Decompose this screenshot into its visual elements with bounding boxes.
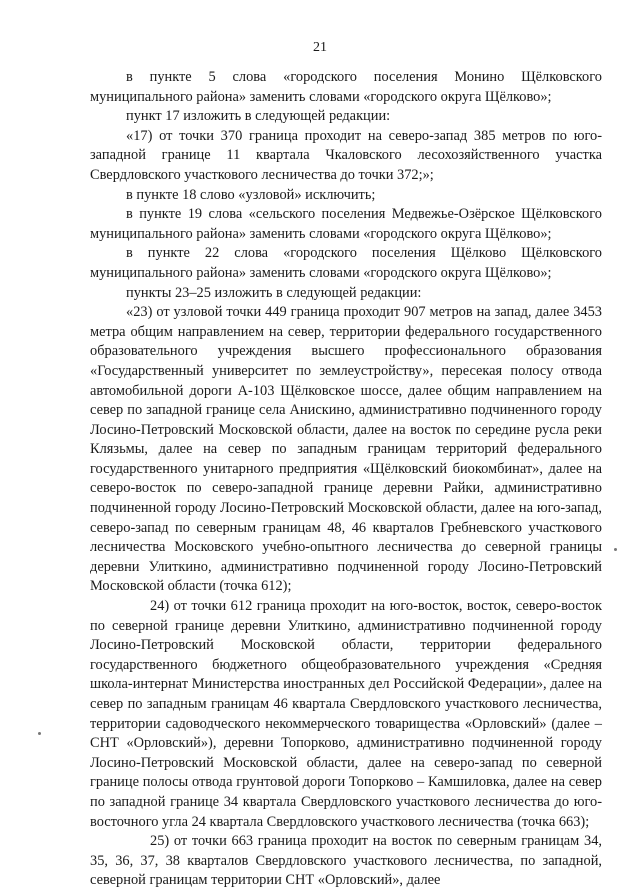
paragraph: пункты 23–25 изложить в следующей редакции: bbox=[126, 284, 422, 301]
paragraph: 25) от точки 663 граница проходит на восток по северным границам 34, 35, 36, 37, 38 кварталов Свердловского участкового лесничества, по западной, северной границам территории СНТ «Орловский», далее bbox=[90, 833, 602, 889]
paragraph: пункт 17 изложить в следующей редакции: bbox=[126, 108, 391, 125]
paragraph: в пункте 19 слова «сельского поселения Медвежье-Озёрское Щёлковского муниципального района» заменить словами «городского округа Щёлково»; bbox=[90, 206, 602, 242]
document-body bbox=[90, 68, 602, 891]
paragraph: «17) от точки 370 граница проходит на северо-запад 385 метров по юго-западной границе 11 квартала Чкаловского лесохозяйственного участка Свердловского участкового лесничества до точки 372;»; bbox=[90, 127, 602, 183]
scan-dot bbox=[614, 548, 617, 551]
paragraph: в пункте 22 слова «городского поселения Щёлково Щёлковского муниципального района» заменить словами «городского округа Щёлково»; bbox=[90, 245, 602, 281]
paragraph: 24) от точки 612 граница проходит на юго-восток, восток, северо-восток по северной границе деревни Улиткино, административно подчиненной городу Лосино-Петровский Московской области, территории федерального государственного бюджетного общеобразовательного учреждения «Средняя школа-интернат Министерства иностранных дел Российской Федерации», далее на север по западным границам 46 квартала Свердловского участкового лесничества, территории садоводческого некоммерческого товарищества «Орловский» (далее – СНТ «Орловский»), деревни Топорково, административно подчиненной городу Лосино-Петровский Московской области, далее на северо-запад по северной границе полосы отвода грунтовой дороги Топорково – Камшиловка, далее на север по западной границе 34 квартала Свердловского участкового лесничества до юго-восточного угла 24 квартала Свердловского участкового лесничества (точка 663); bbox=[90, 598, 602, 830]
scan-dot bbox=[38, 732, 41, 735]
page-number: 21 bbox=[313, 40, 327, 55]
paragraph: «23) от узловой точки 449 граница проходит 907 метров на запад, далее 3453 метра общим направлением на север, территории федерального государственного образовательного учреждения высшего профессионального образования «Государственный университет по землеустройству», пересекая полосу отвода автомобильной дороги А-103 Щёлковское шоссе, далее общим направлением на север по западной границе села Анискино, административно подчиненного городу Лосино-Петровский Московской области, далее на восток по середине русла реки Клязьмы, далее на север по западным границам территорий федерального государственного унитарного предприятия «Щёлковский биокомбинат», далее на северо-восток по северо-западной границе деревни Райки, административно подчиненной городу Лосино-Петровский Московской области, далее на юго-запад, северо-запад по северным границам 48, 46 кварталов Гребневского участкового лесничества Московского учебно-опытного лесничества до северной границы деревни Улиткино, административно подчиненной городу Лосино-Петровский Московской области (точка 612); bbox=[90, 304, 602, 595]
paragraph: в пункте 18 слово «узловой» исключить; bbox=[126, 186, 376, 203]
paragraph: в пункте 5 слова «городского поселения Монино Щёлковского муниципального района» заменить словами «городского округа Щёлково»; bbox=[90, 69, 602, 105]
